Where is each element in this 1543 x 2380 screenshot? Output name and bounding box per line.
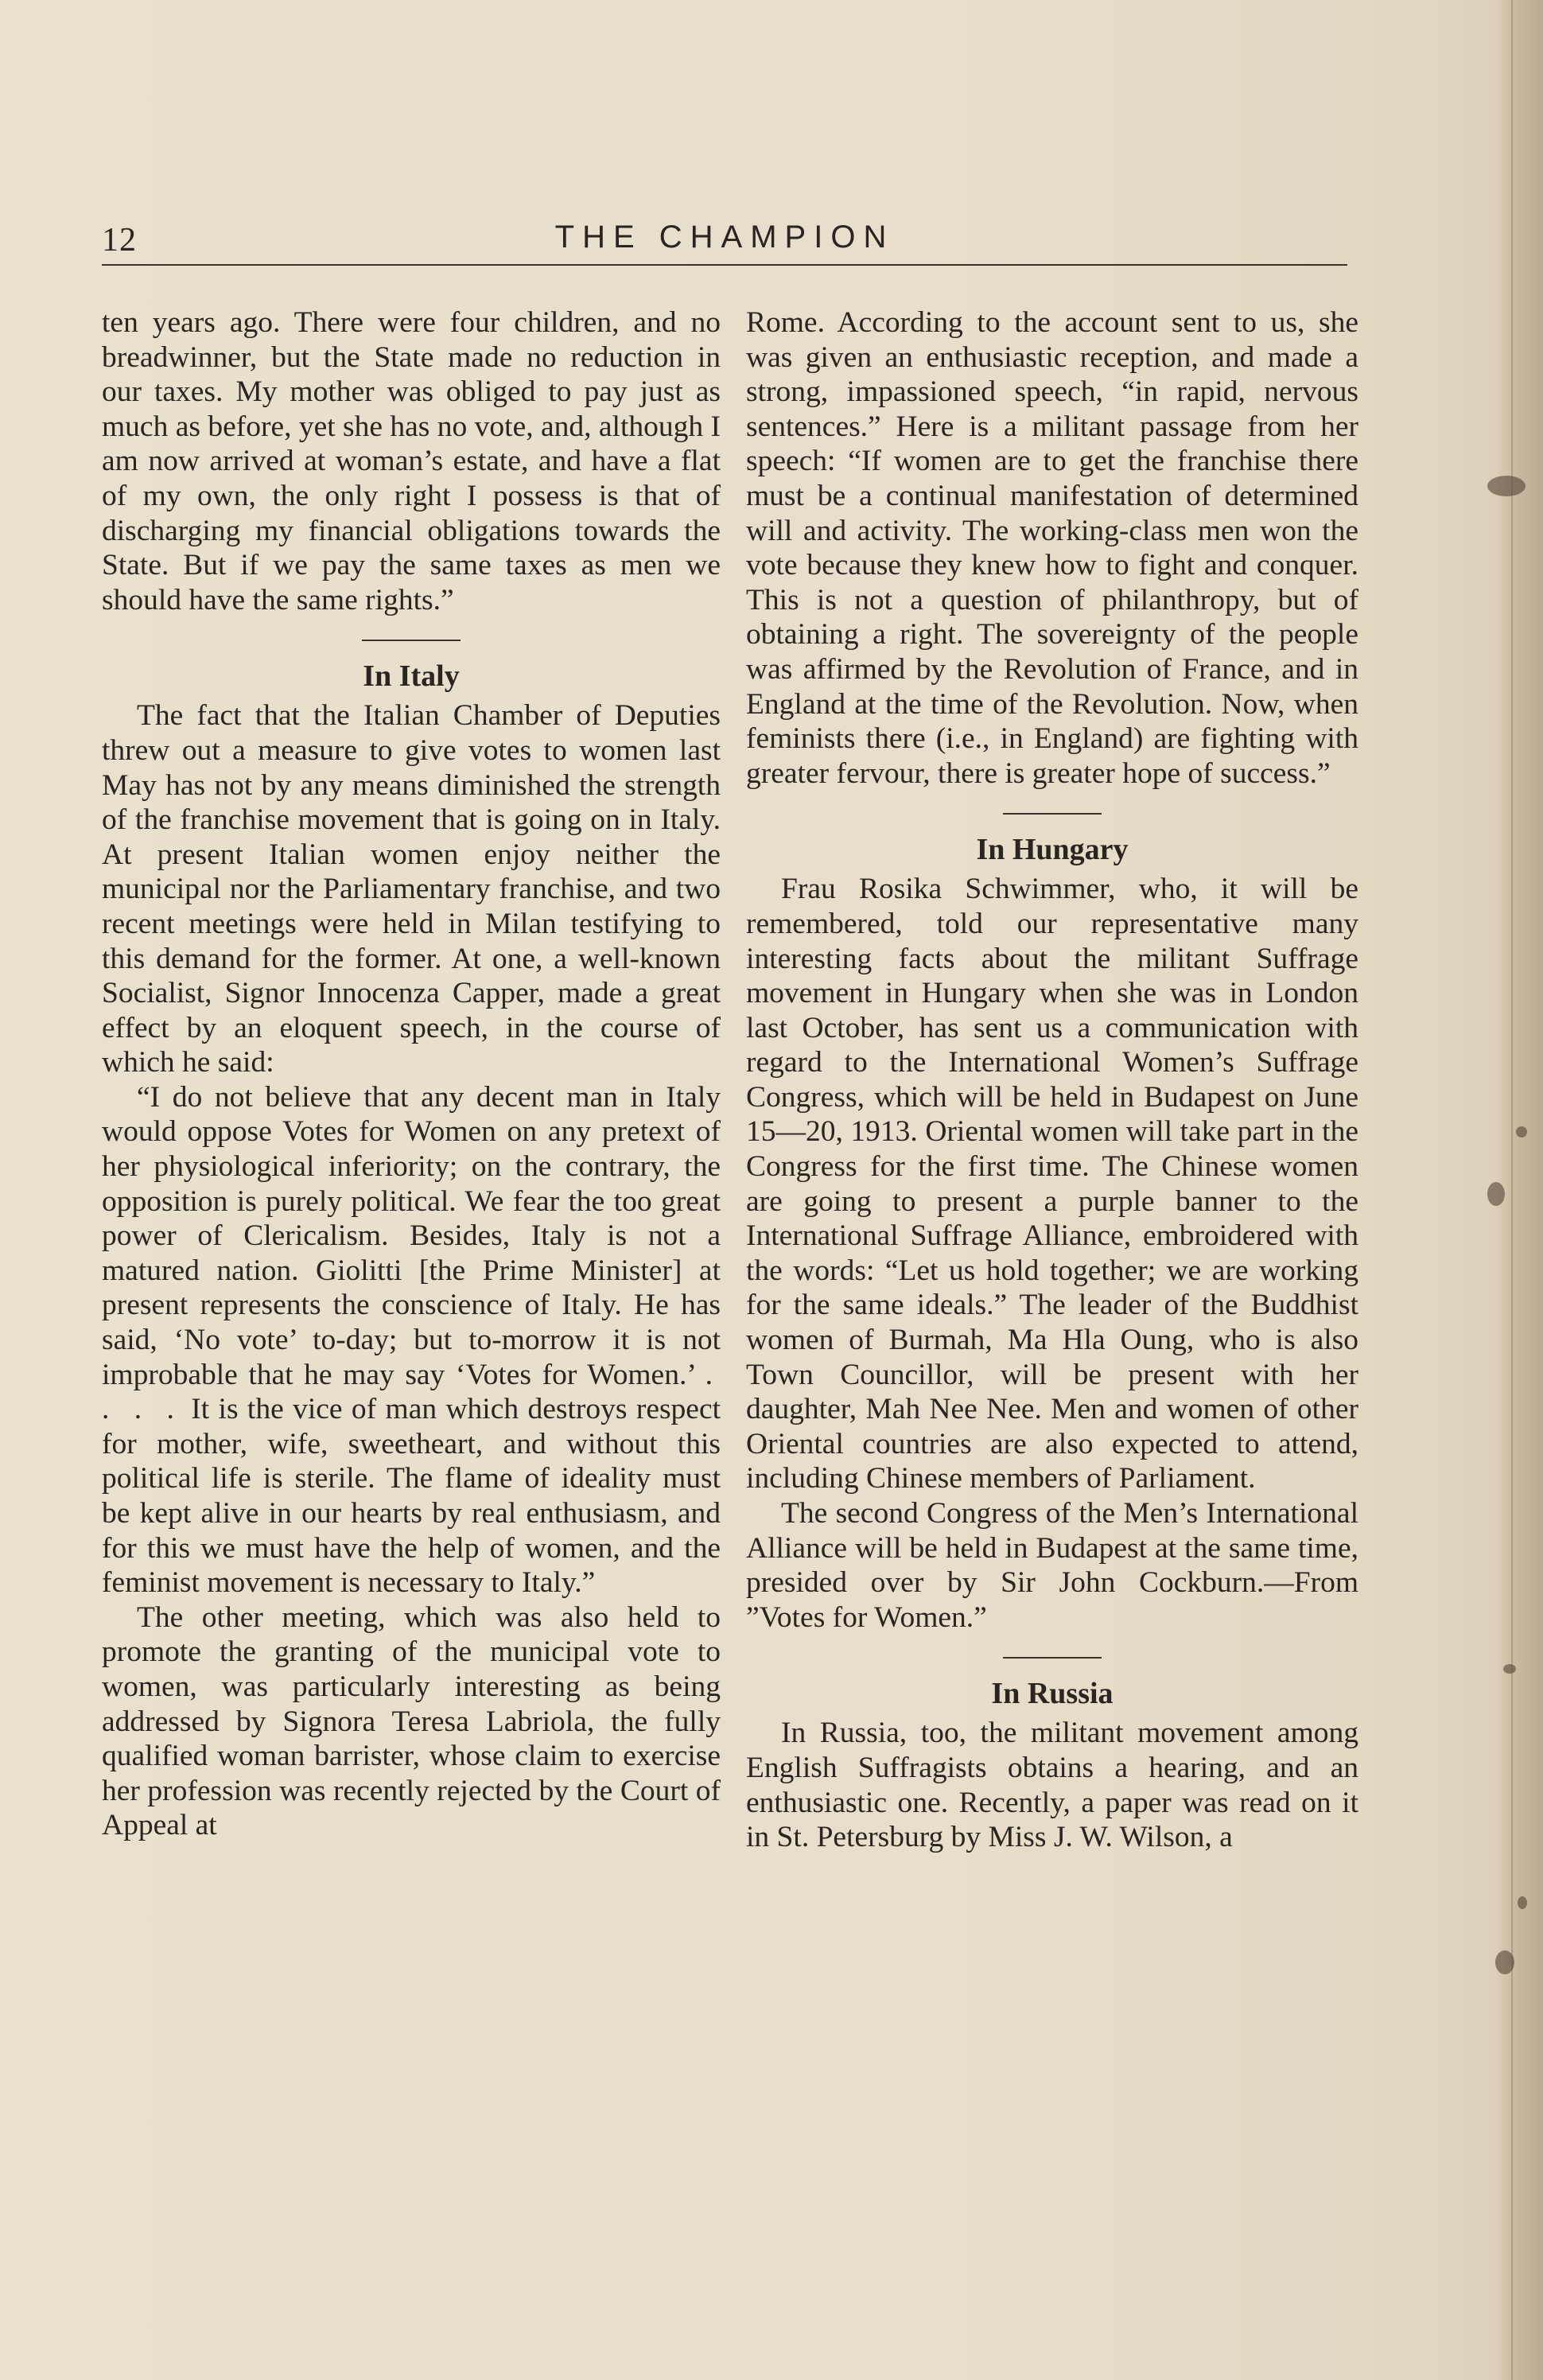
quote-paragraph [102,1080,721,1600]
paragraph: The other meeting, which was also held to promote the granting of the municipal vote to women, was particularly interesting as being addressed by Signora Teresa Labriola, the fully qualified woman barrister, whose claim to exercise her profession was recently rejected by the Court of Appeal at [102,1600,721,1842]
section-heading-italy: In Italy [363,659,460,694]
section-divider [1003,813,1102,815]
section-heading-hungary: In Hungary [976,833,1129,867]
left-column [102,305,721,1843]
paragraph-continuation: Rome. According to the account sent to us, she was given an enthusiastic reception, and made a strong, impassioned speech, “in rapid, nervous sentences.” Here is a militant passage from her speech: “If women are to get the franchise there must be a continual manifestation of determined will and activity. The working-class men won the vote because they knew how to fight and conquer. This is not a question of philanthropy, but of obtaining a right. The sovereignty of the people was affirmed by the Revolution of France, and in England at the time of the Revolution. Now, when feminists there (i.e., in England) are fighting with greater fervour, there is greater hope of success.” [746,306,1358,790]
ink-blot [1495,1950,1514,1974]
ellipsis: . . . . [102,1358,721,1426]
running-title: THE CHAMPION [554,220,895,255]
section-divider [362,640,461,641]
page-fold-line [1511,0,1513,2380]
quote-text: It is the vice of man which destroys respect for mother, wife, sweetheart, and without this political life is sterile. The flame of ideality must be kept alive in our hearts by real enthusiasm, and for this we must have the help of women, and the feminist movement is necessary to Italy.” [102,1393,721,1600]
page-header [102,215,1347,266]
section-divider [1003,1657,1102,1659]
paragraph: The fact that the Italian Chamber of Deputies threw out a measure to give votes to women last May has not by any means diminished the strength of the franchise movement that is going on in Italy. At present Italian women enjoy neither the municipal nor the Parliamentary franchise, and two recent meetings were held in Milan testifying to this demand for the former. At one, a well-known Socialist, Signor Innocenza Capper, made a great effect by an eloquent speech, in the course of which he said: [102,699,721,1079]
paragraph: In Russia, too, the militant movement among English Suffragists obtains a hearing, and an enthusiastic one. Recently, a paper was read on it in St. Petersburg by Miss J. W. Wilson, a [746,1717,1358,1854]
section-heading-russia: In Russia [991,1677,1114,1711]
page-number: 12 [102,222,137,259]
ink-blot [1487,1182,1505,1206]
ink-blot [1487,476,1526,496]
ink-blot [1503,1664,1516,1674]
quote-text: “I do not believe that any decent man in Italy would oppose Votes for Women on any pretext of her physiological inferiority; on the contrary, the opposition is purely political. We fear the too great power of Clericalism. Besides, Italy is not a matured nation. Giolitti [the Prime Minister] at present represents the conscience of Italy. He has said, ‘No vote’ to-day; but to-morrow it is not improbable that he may say ‘Votes for Women.’ [102,1080,721,1391]
paragraph: Frau Rosika Schwimmer, who, it will be remembered, told our representative many interesting facts about the militant Suffrage movement in Hungary when she was in London last October, has sent us a communication with regard to the International Women’s Suffrage Congress, which will be held in Budapest on June 15—20, 1913. Oriental women will take part in the Congress for the first time. The Chinese women are going to present a purple banner to the International Suffrage Alliance, embroidered with the words: “Let us hold together; we are working for the same ideals.” The leader of the Buddhist women of Burmah, Ma Hla Oung, who is also Town Councillor, will be present with her daughter, Mah Nee Nee. Men and women of other Oriental countries are also expected to attend, including Chinese members of Parliament. [746,873,1358,1495]
right-column [746,305,1358,1855]
ink-blot [1516,1126,1527,1138]
paragraph-continuation: ten years ago. There were four children, and no breadwinner, but the State made no reduction in our taxes. My mother was obliged to pay just as much as before, yet she has no vote, and, although I am now arrived at woman’s estate, and have a flat of my own, the only right I possess is that of discharging my financial obligations towards the State. But if we pay the same taxes as men we should have the same rights.” [102,306,721,616]
paragraph: The second Congress of the Men’s International Alliance will be held in Budapest at the same time, presided over by Sir John Cockburn.—From ”Votes for Women.” [746,1497,1358,1634]
ink-blot [1518,1896,1527,1909]
